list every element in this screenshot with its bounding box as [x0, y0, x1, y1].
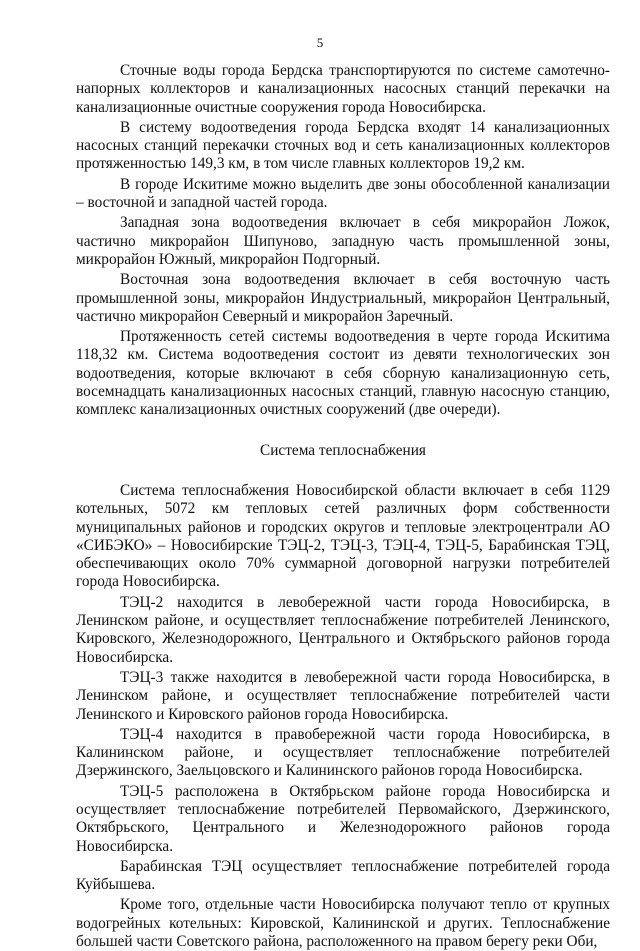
paragraph-boiler-houses: Кроме того, отдельные части Новосибирска получают тепло от крупных водогрейных котельных: Кировской, Калининской и других. Теплоснабжение большей части Советского района, расположенного на правом берегу реки Оби, — [76, 896, 610, 951]
section-heading: Система теплоснабжения — [260, 441, 426, 459]
paragraph-tec-5: ТЭЦ-5 расположена в Октябрьском районе города Новосибирска и осуществляет теплоснабжение потребителей Первомайского, Дзержинского, Октябрьского, Центрального и Железнодорожного районов города Новосибирска. — [76, 782, 610, 855]
paragraph-berdsk-sewage: Сточные воды города Бердска транспортируются по системе самотечно-напорных коллекторов и канализационных насосных станций перекачки на канализационные очистные сооружения города Новосибирска. — [76, 62, 610, 116]
paragraph-iskitim-zones: В городе Искитиме можно выделить две зоны обособленной канализации – восточной и западной частей города. — [76, 175, 610, 212]
paragraph-barabinsk-tec: Барабинская ТЭЦ осуществляет теплоснабжение потребителей города Куйбышева. — [76, 857, 610, 894]
paragraph-western-zone: Западная зона водоотведения включает в себя микрорайон Ложок, частично микрорайон Шипуново, западную часть промышленной зоны, микрорайон Южный, микрорайон Подгорный. — [76, 214, 610, 268]
paragraph-iskitim-network: Протяженность сетей системы водоотведения в черте города Искитима 118,32 км. Система водоотведения состоит из девяти технологических зон водоотведения, которые включают в себя сборную канализационную сеть, восемнадцать канализационных насосных станций, главную насосную станцию, комплекс канализационных очистных сооружений (две очереди). — [76, 328, 610, 419]
page-number: 5 — [316, 35, 324, 50]
paragraph-heating-system: Система теплоснабжения Новосибирской области включает в себя 1129 котельных, 5072 км тепловых сетей различных форм собственности муниципальных районов и городских округов и тепловые электроцентрали АО «СИБЭКО» – Новосибирские ТЭЦ-2, ТЭЦ-3, ТЭЦ-4, ТЭЦ-5, Барабинская ТЭЦ, обеспечивающих около 70% суммарной договорной нагрузки потребителей города Новосибирска. — [76, 481, 610, 591]
paragraph-tec-3: ТЭЦ-3 также находится в левобережной части города Новосибирска, в Ленинском районе, и осуществляет теплоснабжение потребителей части Ленинского и Кировского районов города Новосибирска. — [76, 668, 610, 723]
paragraph-tec-2: ТЭЦ-2 находится в левобережной части города Новосибирска, в Ленинском районе, и осуществляет теплоснабжение потребителей Ленинского, Кировского, Железнодорожного, Центрального и Октябрьского районов города Новосибирска. — [76, 593, 610, 666]
paragraph-tec-4: ТЭЦ-4 находится в правобережной части города Новосибирска, в Калининском районе, и осуществляет теплоснабжение потребителей Дзержинского, Заельцовского и Калининского районов города Новосибирска. — [76, 725, 610, 780]
document-body — [76, 62, 610, 951]
paragraph-berdsk-system: В систему водоотведения города Бердска входят 14 канализационных насосных станций перекачки сточных вод и сеть канализационных коллекторов протяженностью 149,3 км, в том числе главных коллекторов 19,2 км. — [76, 118, 610, 173]
paragraph-eastern-zone: Восточная зона водоотведения включает в себя восточную часть промышленной зоны, микрорайон Индустриальный, микрорайон Центральный, частично микрорайон Северный и микрорайон Заречный. — [76, 271, 610, 325]
